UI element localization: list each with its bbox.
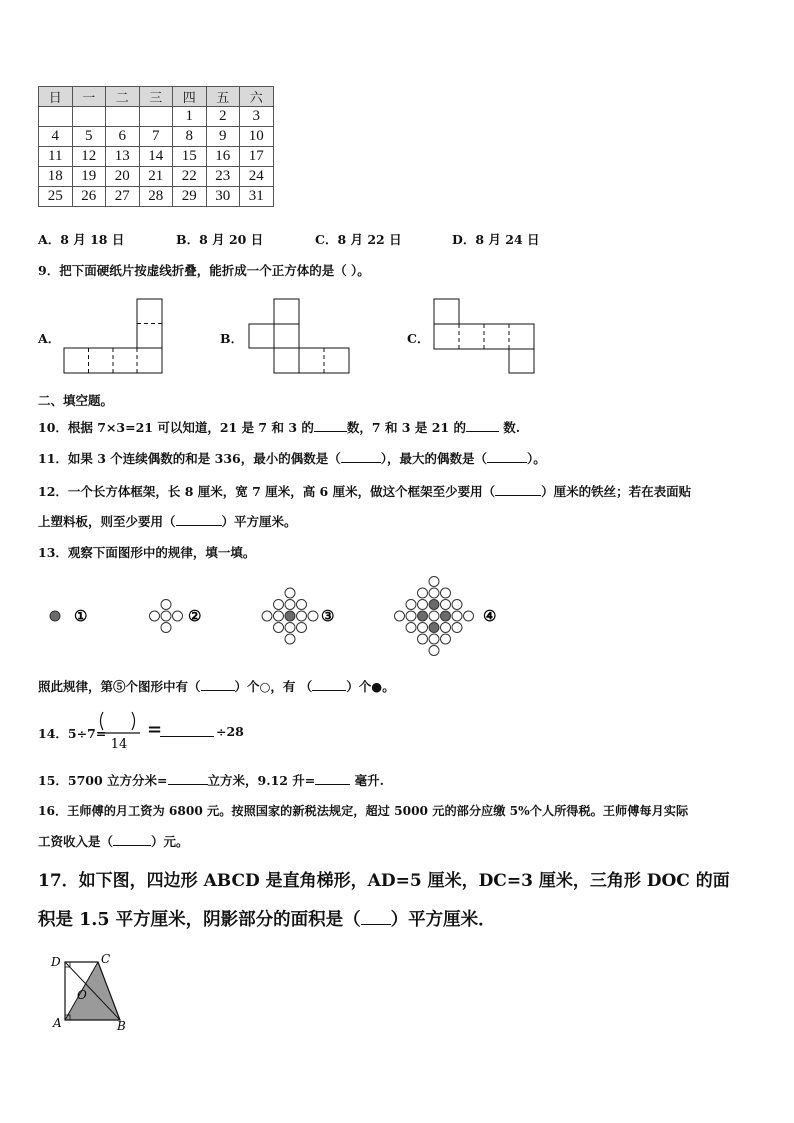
calendar-day-cell: 25 xyxy=(39,187,73,207)
hollow-dot xyxy=(406,611,416,621)
calendar-day-cell: 15 xyxy=(173,147,207,167)
calendar-day-cell: 28 xyxy=(139,187,173,207)
q10-text-b: 数，7 和 3 是 21 的 xyxy=(346,420,466,435)
point-b: B xyxy=(117,1019,126,1032)
pattern-label-4: ④ xyxy=(483,607,497,625)
hollow-dot xyxy=(429,634,439,644)
hollow-dot xyxy=(274,623,284,633)
q13-blank-2 xyxy=(312,678,346,691)
q14-blank xyxy=(160,736,214,737)
calendar-day-cell: 4 xyxy=(39,127,73,147)
pattern-label-2: ② xyxy=(188,607,202,625)
q15-text-a: 15．5700 立方分米= xyxy=(38,773,168,788)
calendar-day-cell xyxy=(139,107,173,127)
hollow-dot xyxy=(274,611,284,621)
hollow-dot xyxy=(297,623,307,633)
q11-text-a: 11．如果 3 个连续偶数的和是 336，最小的偶数是（ xyxy=(38,451,341,466)
q10-text-c: 数. xyxy=(498,420,521,435)
weekday-header: 一 xyxy=(72,87,106,107)
hollow-dot xyxy=(452,611,462,621)
q13-question: 13．观察下面图形中的规律，填一填。 xyxy=(38,545,256,560)
q9-label-c: C． xyxy=(407,331,430,346)
calendar-day-cell: 9 xyxy=(206,127,240,147)
calendar-day-cell xyxy=(106,107,140,127)
calendar-day-cell: 3 xyxy=(240,107,274,127)
weekday-header: 五 xyxy=(206,87,240,107)
q12-blank-2 xyxy=(176,513,222,526)
calendar-day-cell: 21 xyxy=(139,167,173,187)
hollow-dot xyxy=(285,600,295,610)
calendar-day-cell: 24 xyxy=(240,167,274,187)
q16-question-line2 xyxy=(38,832,189,850)
calendar-day-cell: 1 xyxy=(173,107,207,127)
q15-text-c: 毫升. xyxy=(350,773,385,788)
q16-blank xyxy=(113,833,151,846)
point-c: C xyxy=(101,952,111,966)
q10-blank-1 xyxy=(314,419,347,432)
calendar-day-cell: 2 xyxy=(206,107,240,127)
calendar-day-cell xyxy=(72,107,106,127)
pattern-label-3: ③ xyxy=(321,607,335,625)
q15-question xyxy=(38,771,384,789)
q12-text-b: ）厘米的铁丝；若在表面贴 xyxy=(541,484,692,499)
q14-text-c: ÷28 xyxy=(216,724,244,739)
calendar-day-cell: 17 xyxy=(240,147,274,167)
hollow-dot xyxy=(429,611,439,621)
dot-pattern-group xyxy=(50,577,474,656)
q11-question xyxy=(38,449,546,467)
point-d: D xyxy=(51,955,61,969)
net-c xyxy=(434,299,534,373)
weekday-header: 日 xyxy=(39,87,73,107)
q13-answer-b: ）个○，有 （ xyxy=(234,679,313,694)
hollow-dot xyxy=(161,611,171,621)
hollow-dot xyxy=(418,623,428,633)
calendar-day-cell: 13 xyxy=(106,147,140,167)
calendar-day-cell: 22 xyxy=(173,167,207,187)
weekday-header: 三 xyxy=(139,87,173,107)
calendar-week-row xyxy=(39,167,274,187)
q15-blank-2 xyxy=(315,772,350,785)
calendar-header-row xyxy=(39,87,274,107)
q15-blank-1 xyxy=(168,772,208,785)
calendar-day-cell: 30 xyxy=(206,187,240,207)
q11-text-b: ），最大的偶数是（ xyxy=(380,451,488,466)
calendar-day-cell: 31 xyxy=(240,187,274,207)
hollow-dot xyxy=(285,634,295,644)
hollow-dot xyxy=(150,611,160,621)
calendar-day-cell: 18 xyxy=(39,167,73,187)
calendar-table xyxy=(38,86,274,207)
calendar-day-cell: 16 xyxy=(206,147,240,167)
calendar-day-cell: 19 xyxy=(72,167,106,187)
filled-dot xyxy=(50,611,60,621)
hollow-dot xyxy=(285,588,295,598)
weekday-header: 六 xyxy=(240,87,274,107)
calendar-day-cell: 11 xyxy=(39,147,73,167)
q12-text-d: ）平方厘米。 xyxy=(221,514,297,529)
q14-equals: = xyxy=(147,719,163,740)
hollow-dot xyxy=(308,611,318,621)
q8-option-a: A．8 月 18 日 xyxy=(38,232,125,247)
dot-patterns xyxy=(0,572,794,662)
hollow-dot xyxy=(429,577,439,587)
calendar-day-cell: 8 xyxy=(173,127,207,147)
weekday-header: 四 xyxy=(173,87,207,107)
hollow-dot xyxy=(418,634,428,644)
q12-question-line2 xyxy=(38,512,297,530)
calendar-week-row xyxy=(39,147,274,167)
pattern-label-1: ① xyxy=(74,607,88,625)
hollow-dot xyxy=(173,611,183,621)
hollow-dot xyxy=(285,623,295,633)
calendar-day-cell: 6 xyxy=(106,127,140,147)
hollow-dot xyxy=(161,623,171,633)
filled-dot xyxy=(418,611,428,621)
weekday-header: 二 xyxy=(106,87,140,107)
hollow-dot xyxy=(464,611,474,621)
hollow-dot xyxy=(406,600,416,610)
hollow-dot xyxy=(274,600,284,610)
hollow-dot xyxy=(429,646,439,656)
q13-blank-1 xyxy=(201,678,235,691)
calendar-body xyxy=(39,107,274,207)
q11-blank-2 xyxy=(487,450,527,463)
calendar-day-cell: 29 xyxy=(173,187,207,207)
calendar-week-row xyxy=(39,127,274,147)
calendar-day-cell: 7 xyxy=(139,127,173,147)
q8-option-b: B．8 月 20 日 xyxy=(176,232,264,247)
q12-question-line1 xyxy=(38,482,691,500)
hollow-dot xyxy=(418,600,428,610)
q15-text-b: 立方米，9.12 升= xyxy=(207,773,316,788)
q8-option-d: D．8 月 24 日 xyxy=(452,232,540,247)
calendar-day-cell: 20 xyxy=(106,167,140,187)
q16-question-line1: 16．王师傅的月工资为 6800 元。按照国家的新税法规定，超过 5000 元的部分应缴 5%个人所得税。王师傅每月实际 xyxy=(38,804,689,818)
q10-text-a: 10．根据 7×3=21 可以知道，21 是 7 和 3 的 xyxy=(38,420,314,435)
calendar-day-cell: 5 xyxy=(72,127,106,147)
q12-text-a: 12．一个长方体框架，长 8 厘米，宽 7 厘米，高 6 厘米，做这个框架至少要用（ xyxy=(38,484,496,499)
calendar-day-cell: 14 xyxy=(139,147,173,167)
filled-dot xyxy=(441,611,451,621)
q17-question-line2 xyxy=(38,906,496,931)
hollow-dot xyxy=(395,611,405,621)
cube-nets xyxy=(0,290,794,380)
calendar-day-cell: 23 xyxy=(206,167,240,187)
hollow-dot xyxy=(161,600,171,610)
q13-answer-c: ）个●。 xyxy=(346,679,395,694)
calendar-day-cell: 26 xyxy=(72,187,106,207)
calendar-week-row xyxy=(39,107,274,127)
q13-answer xyxy=(38,677,395,695)
calendar-day-cell: 12 xyxy=(72,147,106,167)
point-a: A xyxy=(53,1016,62,1030)
q17-blank xyxy=(361,908,391,925)
q12-blank-1 xyxy=(495,483,541,496)
hollow-dot xyxy=(262,611,272,621)
q9-question: 9．把下面硬纸片按虚线折叠，能折成一个正方体的是（ ）。 xyxy=(38,263,370,278)
hollow-dot xyxy=(441,623,451,633)
hollow-dot xyxy=(452,600,462,610)
q9-label-a: A． xyxy=(38,331,61,346)
filled-dot xyxy=(429,623,439,633)
point-o: O xyxy=(77,988,87,1002)
calendar-day-cell: 27 xyxy=(106,187,140,207)
trapezoid-figure xyxy=(40,950,140,1032)
calendar-day-cell xyxy=(39,107,73,127)
hollow-dot xyxy=(441,600,451,610)
hollow-dot xyxy=(452,623,462,633)
q12-text-c: 上塑料板，则至少要用（ xyxy=(38,514,176,529)
hollow-dot xyxy=(297,611,307,621)
hollow-dot xyxy=(297,600,307,610)
q16-text-c: ）元。 xyxy=(151,834,189,849)
hollow-dot xyxy=(441,588,451,598)
q16-text-b: 工资收入是（ xyxy=(38,834,114,849)
q14-denominator: 14 xyxy=(110,737,128,752)
q17-text-b: 积是 1.5 平方厘米，阴影部分的面积是（ xyxy=(38,910,361,930)
q17-text-c: ）平方厘米． xyxy=(390,910,496,930)
filled-dot xyxy=(285,611,295,621)
hollow-dot xyxy=(429,588,439,598)
net-a xyxy=(64,299,162,373)
hollow-dot xyxy=(418,588,428,598)
net-b xyxy=(249,299,349,373)
q11-text-c: ）。 xyxy=(527,451,546,466)
calendar-week-row xyxy=(39,187,274,207)
section-title: 二、填空题。 xyxy=(38,393,114,408)
q17-question-line1: 17．如下图，四边形 ABCD 是直角梯形，AD=5 厘米，DC=3 厘米，三角形 DOC 的面 xyxy=(38,871,730,891)
filled-dot xyxy=(429,600,439,610)
q13-answer-a: 照此规律，第⑤个图形中有（ xyxy=(38,679,201,694)
q8-option-c: C．8 月 22 日 xyxy=(315,232,402,247)
q9-label-b: B． xyxy=(220,331,244,346)
hollow-dot xyxy=(441,634,451,644)
hollow-dot xyxy=(406,623,416,633)
q10-blank-2 xyxy=(466,419,499,432)
calendar-day-cell: 10 xyxy=(240,127,274,147)
q11-blank-1 xyxy=(341,450,381,463)
q14-text-a: 14．5÷7= xyxy=(38,726,107,741)
q10-question xyxy=(38,418,520,436)
